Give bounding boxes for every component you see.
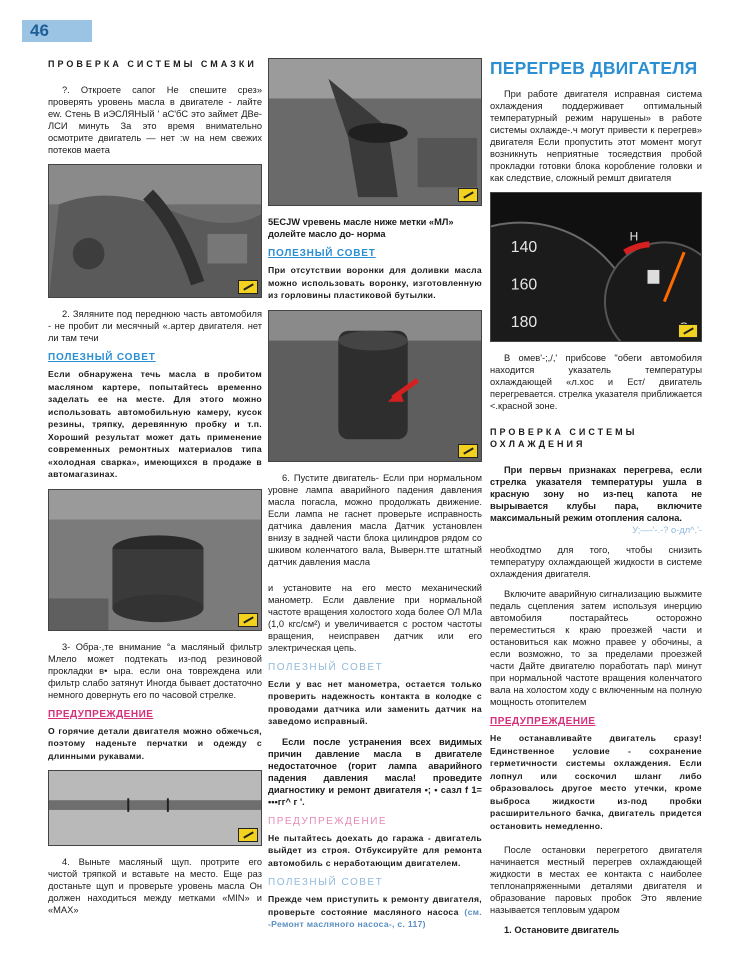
caption-oil-level: 5ECJW vревень масле ниже метки «МЛ» долейте масло до- норма (268, 217, 454, 239)
gauge-caption: В омев'-;,/,' прибсове "обеги автомобиля находится указатель температуры охлаждающей «л.хос и Ест/ двигатель перегревается. стрелка указателя приближается <.красной зоне. (490, 353, 702, 411)
page-number: 46 (22, 20, 92, 42)
photo-engine-oil-cap (48, 164, 262, 298)
after-stop-text: После остановки перегретого двигателя начинается местный перегрев охлаждающей жидкости в местах ее контакта с наиболее теплонапряженными деталями двигателя и образование паровых пробок Это явление называется тепловым ударом (490, 845, 702, 915)
useful-tip-text: При отсутствии воронки для доливки масла можно использовать воронку, изготовленную из горловины пластиковой бутылки. (268, 265, 482, 300)
step-6-text: 6. Пустите двигатель- Если при нормальном уровне лампа аварийного падения давления масла погасла, можно продолжать движение. Если лампа не гаснет проверьте исправность датчика давления масла Датчик установлен внизу в задней части блока цилиндров рядом со шкивом коленчатого вала, Выверн.тте штатный датчик давления масла (268, 472, 482, 567)
first-signs-text: При первьч признаках перегрева, если стрелка указателя температуры ушла в красную зону но из-пец капота не вырывается клубы пара, включите максимальный режим отопления салона. (490, 465, 702, 523)
gauge-hot-label: H (629, 229, 639, 244)
overheating-intro: При работе двигателя исправная система охлаждения поддерживает оптимальный температурный режим нарушены» в работе системы охлажде-.ч могут привести к перегрев» двигателя Если пропустить этот момент могут возникнуть неприятные тосяедствия пробой прокладки готовки блока коробление головки и как следствие, сложный ремшт двигателя (490, 89, 702, 183)
warning-text: Не пытайтесь доехать до гаража - двигатель выйдет из строя. Отбуксируйте для ремонта автомобиль с неработающим двигателем. (268, 832, 482, 868)
step-3-text: 3- Обра·,те внимание °а масляный фильтр Млело может подтекать из-под резиновой прокладки в• ыра. если она товреждена или фильтр слабо затянут Иногда бывает достаточно немного довернуть его по часовой стрелке. (48, 641, 262, 700)
useful-tip-3-reference: (см. -Ремонт масляного насоса-, с. 117) (268, 906, 482, 929)
necessary-text: необходтмо для того, чтобы снизить температуру охлаждающей жидкости в системе охлаждения двигателя. (490, 545, 702, 579)
column-1 (48, 58, 262, 924)
column-2 (268, 58, 482, 931)
gauge-label-140: 140 (510, 239, 538, 257)
useful-tip-3-title: ПОЛЕЗНЫЙ СОВЕТ (268, 877, 384, 888)
tool-icon (678, 324, 698, 338)
tool-icon (458, 444, 478, 458)
tool-icon (238, 280, 258, 294)
photo-oil-pressure-sensor (268, 310, 482, 462)
step-6-continued: и установите на его место механический манометр. Если давление при нормальной частоте вращения холостого хода более ОЛ МЛа (1,0 кгс/см²) и увеличивается с ростом частоты вращения, неисправен датчик или его электрическая цепь. (268, 582, 482, 653)
useful-tip-2-title: ПОЛЕЗНЫЙ СОВЕТ (268, 661, 384, 673)
useful-tip-2-text: Если у вас нет манометра, остается только проверить надежность контакта в колодке с проводами датчика или заменить датчик на заведомо исправный. (268, 678, 482, 726)
gauge-label-180: 180 (510, 314, 538, 332)
step-4-text: 4. Выньте масляный щуп. протрите его чистой тряпкой и вставьте на место. Еще раз достаньте щуп и проверьте уровень масла Он должен находиться между метками «MIN» и «MAX» (48, 857, 262, 915)
useful-tip-3-text: Прежде чем приступить к ремонту двигателя, проверьте состояние масляного насоса (268, 894, 482, 917)
useful-tip-3-block (268, 893, 482, 931)
step-2-text: 2. Зяляните под переднюю часть автомобиля - не пробит ли месячный «.артер двигателя. нет ли там течи (48, 309, 262, 343)
column-3 (490, 58, 702, 944)
tool-icon (238, 613, 258, 627)
tool-icon (458, 188, 478, 202)
emergency-text: Включите аварийную сигнализацию выжмите педаль сцепления затем используя инерцию автомобиля постарайтесь осторожно переместиться к краю проезжей части и остановиться как можно правее у обочины, а если возможно, то за пределами проезжей части Дайте двигателю поработать пар\ минут при нормальной частоте вращения коленчатого вала на холостом ходу с включенным на полную мощность отопителем (490, 589, 702, 707)
gauge-label-160: 160 (510, 276, 538, 294)
section-title-cooling: ПРОВЕРКА СИСТЕМЫ ОХЛАЖДЕНИЯ (490, 427, 638, 449)
photo-oil-filter (48, 489, 262, 631)
useful-tip-text: Если обнаружена течь масла в пробитом масляном картере, попытайтесь временно заделать ее на месте. Для этого можно использовать автомобильную камеру, кусок резины, тряпку, деревянную пробку и т.п. Хороший результат может дать применение современных ремонтных материалов типа «холодная сварка», имеющихся в продаже в автомагазинах. (48, 369, 262, 479)
warning-title: ПРЕДУПРЕЖДЕНИЕ (48, 708, 154, 720)
warning-title: ПРЕДУПРЕЖДЕНИЕ (268, 815, 388, 827)
paragraph-after-repair: Если после устранения всех видимых причин давление масла в двигателе недостаточное (горит лампа аварийного падения давления масла! проведите диагностику и ремонт двигателя •; • сазл f 1= •••гг^ г '. (268, 736, 482, 807)
photo-temperature-gauge (490, 192, 702, 342)
useful-tip-title: ПОЛЕЗНЫЙ СОВЕТ (268, 248, 376, 259)
photo-oil-filling (268, 58, 482, 206)
photo-dipstick (48, 770, 262, 846)
step-1-text: ?. Откроете сапог Не спешите срез» проверять уровень масла в двигателе - лайте ew. Стень В иЭСЛЯНЫй ' аС'бС это займет ДВе-ЛСИ минуть За это время внимательно осмотрите двигатель — нет :w на нем свежих потеков маета (48, 85, 262, 155)
first-signs-tail: У;—-'-.-? о-дл^,'- (632, 525, 702, 535)
tool-icon (238, 828, 258, 842)
warning-text: О горячие детали двигателя можно обжечься, поэтому наденьте перчатки и одежду с длинными рукавами. (48, 725, 262, 761)
useful-tip-title: ПОЛЕЗНЫЙ СОВЕТ (48, 352, 156, 363)
section-title-lubrication: ПРОВЕРКА СИСТЕМЫ СМАЗКИ (48, 59, 257, 69)
warning-title: ПРЕДУПРЕЖДЕНИЕ (490, 716, 596, 727)
overheating-title: ПЕРЕГРЕВ ДВИГАТЕЛЯ (490, 58, 698, 78)
step-1-stop-engine: 1. Остановите двигатель (504, 925, 620, 935)
warning-text: Не останавливайте двигатель сразу! Единственное условие - сохранение герметичности системы охлаждения. Если лопнул или соскочил шланг либо образовалось другое место утечки, кроме выброса жидкости из-под пробки расширительного бачка, двигатель придется остановить немедленно. (490, 733, 702, 831)
